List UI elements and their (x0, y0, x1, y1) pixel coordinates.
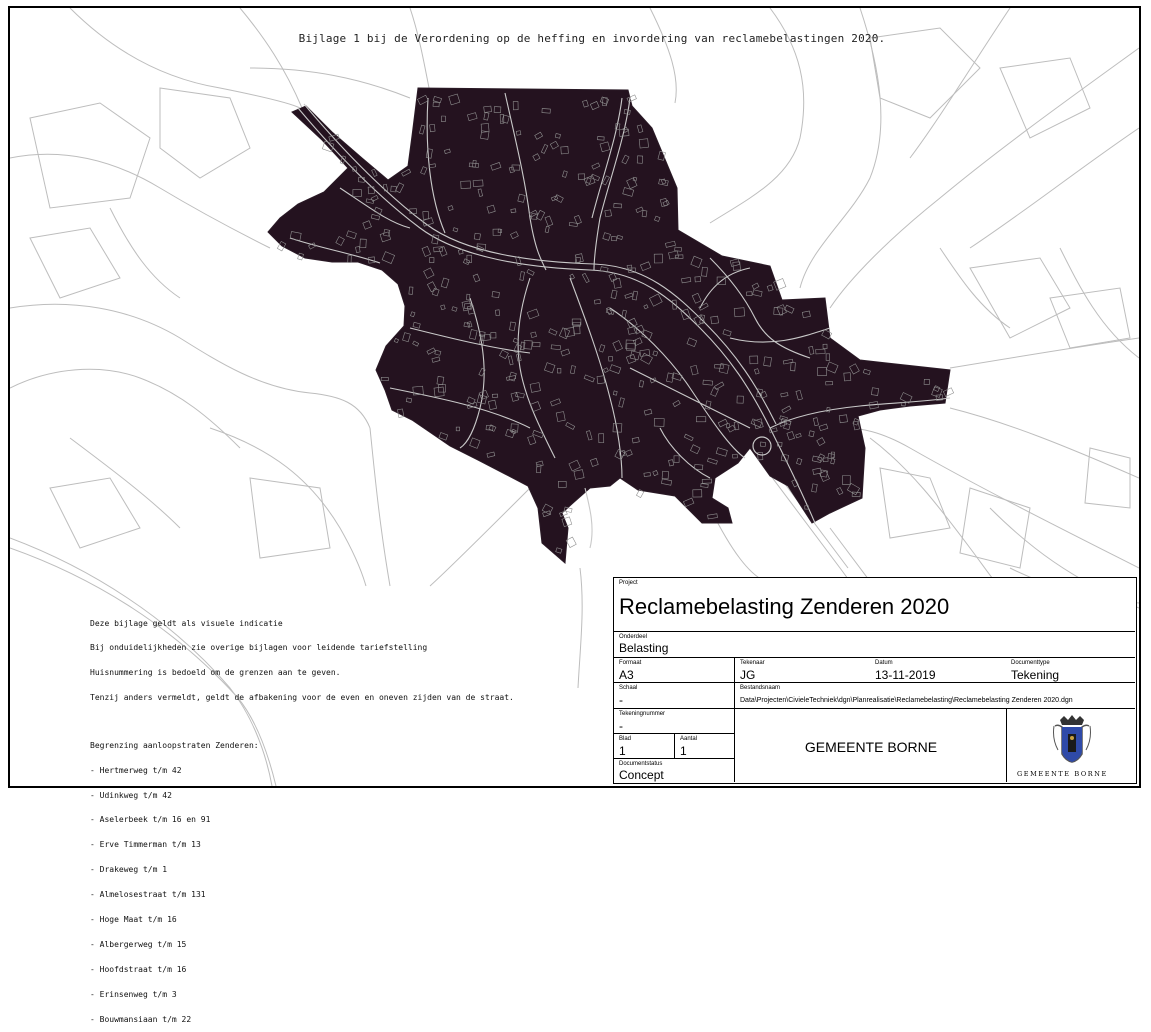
bestandsnaam-cell (734, 682, 1135, 708)
organisation-name: GEMEENTE BORNE (804, 739, 938, 755)
street-item: - Hoge Maat t/m 16 (90, 914, 177, 924)
street-item: - Erinsenweg t/m 3 (90, 989, 177, 999)
documenttype-label: Documenttype (1011, 660, 1050, 666)
aantal-cell (674, 733, 734, 758)
datum-label: Datum (875, 660, 893, 666)
project-label: Project (619, 580, 638, 586)
project-title: Reclamebelasting Zenderen 2020 (619, 594, 950, 619)
documenttype-cell (1006, 657, 1135, 682)
documentstatus-label: Documentstatus (619, 761, 663, 767)
road (1060, 248, 1139, 358)
parcel (1000, 58, 1090, 138)
street-item: - Udinkweg t/m 42 (90, 790, 172, 800)
project-cell (614, 578, 1135, 631)
map-heading: Bijlage 1 bij de Verordening op de heffing en invordering van reclamebelastingen 2020. (298, 32, 886, 45)
documentstatus-value: Concept (619, 768, 664, 782)
parcel (970, 258, 1070, 338)
parcel (160, 88, 250, 178)
tekenaar-value: JG (740, 668, 756, 682)
title-block (613, 577, 1137, 784)
road (800, 8, 881, 288)
street-item: - Aselerbeek t/m 16 en 91 (90, 815, 211, 825)
street-item: - Hoofdstraat t/m 16 (90, 964, 187, 974)
tekenaar-label: Tekenaar (740, 660, 765, 666)
street-item: - Erve Timmerman t/m 13 (90, 840, 201, 850)
parcel (30, 103, 150, 208)
street-item: - Hertmerweg t/m 42 (90, 765, 182, 775)
schaal-value: - (619, 693, 623, 707)
note-line: Deze bijlage geldt als visuele indicatie (90, 618, 283, 628)
tekeningnummer-value: - (619, 719, 623, 733)
formaat-cell (614, 657, 734, 682)
blad-label: Blad (619, 736, 632, 742)
note-line: Bij onduidelijkheden zie overige bijlagen voor leidende tariefstelling (90, 643, 428, 653)
road (430, 488, 530, 586)
formaat-value: A3 (619, 668, 634, 682)
logo-wordmark: GEMEENTE BORNE (1017, 770, 1108, 778)
note-line: Tenzij anders vermeldt, geldt de afbakening voor de even en oneven zijden van de straat. (90, 693, 514, 703)
tekenaar-cell (734, 657, 870, 682)
tekeningnummer-cell (614, 708, 734, 733)
streets-heading: Begrenzing aanloopstraten Zenderen: (90, 740, 259, 750)
aantal-label: Aantal (680, 736, 698, 742)
road (578, 568, 582, 688)
bestandsnaam-label: Bestandsnaam (740, 685, 781, 691)
road (950, 338, 1139, 368)
onderdeel-cell (614, 631, 1135, 657)
parcel (880, 468, 950, 538)
onderdeel-value: Belasting (619, 641, 669, 655)
spacer (90, 719, 514, 725)
parcel (1085, 448, 1130, 508)
road (970, 128, 1139, 248)
organisation-cell (734, 708, 1006, 782)
municipality-crest-icon (1052, 714, 1092, 764)
road (410, 8, 430, 93)
parcel (50, 478, 140, 548)
note-line: Huisnummering is bedoeld om de grenzen aan te geven. (90, 668, 341, 678)
road (70, 438, 180, 528)
street-item: - Albergerweg t/m 15 (90, 939, 187, 949)
tax-zone[interactable] (268, 88, 954, 563)
road (10, 304, 370, 428)
schaal-cell (614, 682, 734, 708)
onderdeel-label: Onderdeel (619, 634, 648, 640)
schaal-label: Schaal (619, 685, 638, 691)
road (830, 48, 1139, 308)
road (70, 8, 300, 108)
road (650, 8, 676, 103)
logo-cell (1006, 708, 1135, 782)
road (240, 8, 302, 108)
blad-cell (614, 733, 674, 758)
road (940, 248, 1010, 328)
building-footprint (566, 537, 576, 547)
formaat-label: Formaat (619, 660, 642, 666)
road (10, 369, 240, 448)
road (370, 428, 390, 586)
road (250, 68, 410, 98)
blad-value: 1 (619, 744, 626, 758)
street-item: - Bouwmansiaan t/m 22 (90, 1014, 192, 1024)
tekeningnummer-label: Tekeningnummer (619, 711, 666, 717)
parcel (250, 478, 330, 558)
aantal-value: 1 (680, 744, 687, 758)
parcel (30, 228, 120, 298)
street-item: - Almelosestraat t/m 131 (90, 890, 206, 900)
road (950, 408, 1139, 478)
documentstatus-cell (614, 758, 734, 782)
street-item: - Drakeweg t/m 1 (90, 865, 168, 875)
map-notes (90, 603, 514, 1032)
road (110, 208, 180, 298)
bestandsnaam-value: Data\Projecten\CivieleTechniek\dgn\Planrealisatie\Reclamebelasting\Reclamebelasting Zenderen 2020.dgn (740, 697, 1073, 704)
datum-value: 13-11-2019 (875, 668, 936, 682)
parcel (960, 488, 1030, 568)
datum-cell (870, 657, 1006, 682)
road (210, 428, 366, 586)
documenttype-value: Tekening (1011, 668, 1060, 682)
